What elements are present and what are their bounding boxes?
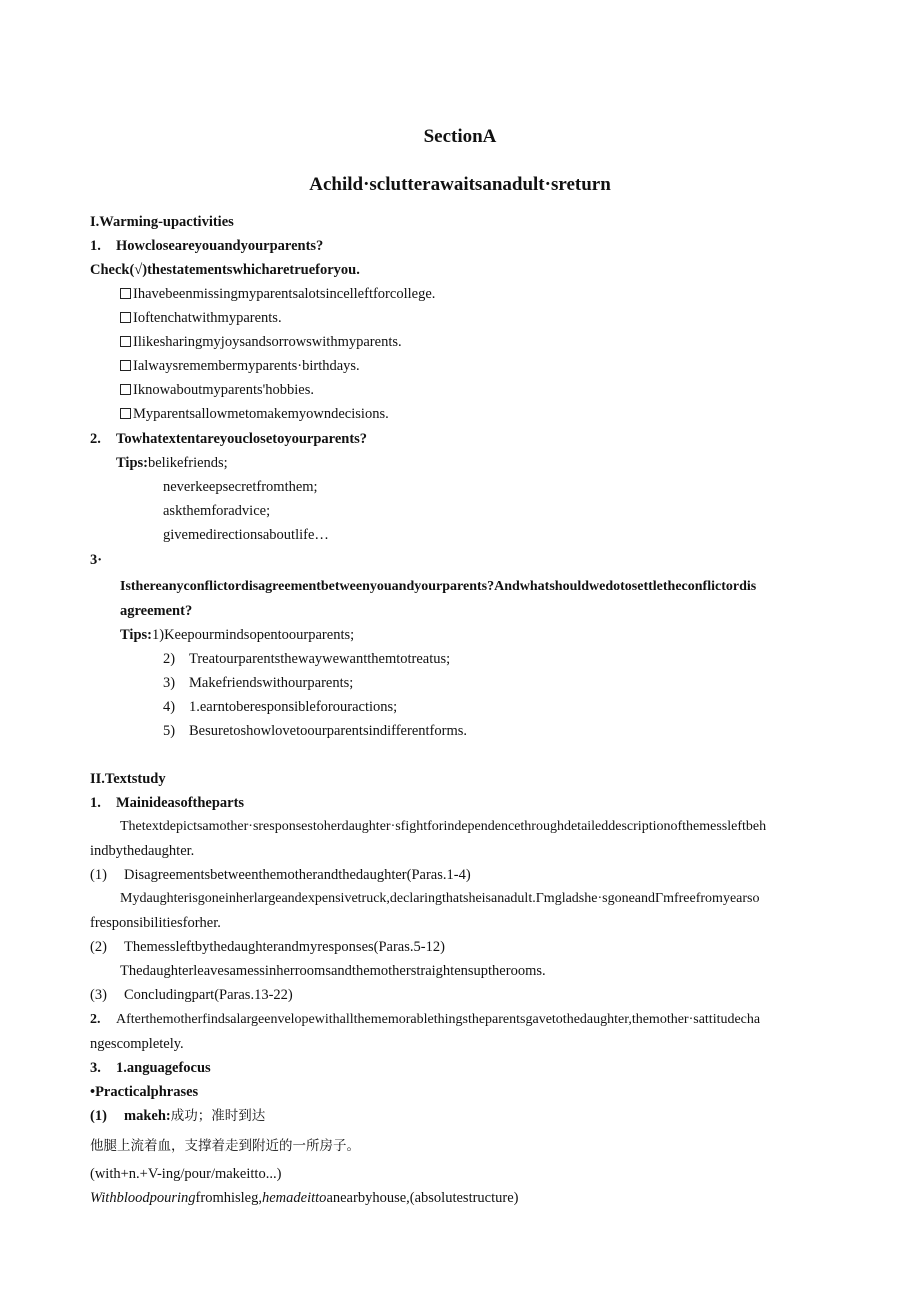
checkbox-icon[interactable] bbox=[120, 408, 131, 419]
statement-item bbox=[120, 309, 282, 327]
phrase-term: makeh: bbox=[124, 1108, 171, 1124]
phrase-meaning: 成功；准时到达 bbox=[170, 1108, 266, 1124]
part-1-text: Mydaughterisgoneinherlargeandexpensivetruck,declaringthatsheisanadult.Γmgladshe·sgoneandΓmfreefromyearso bbox=[120, 891, 760, 906]
tips-label: Tips: bbox=[116, 455, 148, 471]
summary-text-cont: indbythedaughter. bbox=[90, 843, 195, 859]
lesson-title: Achild·sclutterawaitsanadult·sreturn bbox=[309, 174, 611, 195]
chinese-sentence: 他腿上流着血，支撑着走到附近的一所房子。 bbox=[90, 1138, 360, 1154]
question-3-text: Isthereanyconflictordisagreementbetweenyouandyourparents?Andwhatshouldwedotosettletheconflictordis bbox=[120, 579, 757, 594]
checkbox-icon[interactable] bbox=[120, 360, 131, 371]
statement-text: Myparentsallowmetomakemyowndecisions. bbox=[133, 406, 389, 422]
part-title: Themessleftbythedaughterandmyresponses(Paras.5-12) bbox=[124, 939, 445, 955]
phrase-number: (1) bbox=[90, 1108, 107, 1124]
statement-text: Iknowaboutmyparents'hobbies. bbox=[133, 382, 315, 398]
item-text: 1.anguagefocus bbox=[116, 1060, 211, 1076]
tip-text: Keepourmindsopentoourparents; bbox=[164, 627, 355, 643]
tip-item bbox=[163, 698, 397, 716]
example-text: fromhisleg, bbox=[195, 1190, 262, 1206]
tips-line bbox=[120, 626, 354, 644]
part-title: Disagreementsbetweenthemotherandthedaughter(Paras.1-4) bbox=[124, 867, 471, 883]
question-3-text-cont: agreement? bbox=[120, 603, 193, 619]
tip-item bbox=[163, 674, 353, 692]
question-2 bbox=[90, 430, 367, 448]
question-3-number: 3· bbox=[90, 552, 103, 568]
statement-text: Ihavebeenmissingmyparentsalotsincelleftforcollege. bbox=[133, 286, 436, 302]
tips-label: Tips: bbox=[120, 627, 152, 643]
question-number: 1. bbox=[90, 238, 101, 254]
tip-text: neverkeepsecretfromthem; bbox=[163, 479, 318, 495]
tip-number: 4) bbox=[163, 699, 176, 715]
checkbox-icon[interactable] bbox=[120, 336, 131, 347]
tip-text: Besuretoshowlovetoourparentsindifferentforms. bbox=[189, 723, 467, 739]
study-item-2 bbox=[90, 1011, 760, 1029]
item-text: Mainideasoftheparts bbox=[116, 795, 245, 811]
question-1 bbox=[90, 237, 323, 255]
grammar-pattern: (with+n.+V-ing/pour/makeitto...) bbox=[90, 1166, 282, 1182]
example-italic: Withbloodpouring bbox=[90, 1190, 196, 1206]
example-sentence bbox=[90, 1189, 519, 1207]
item-number: 1. bbox=[90, 795, 101, 811]
statement-text: Ioftenchatwithmyparents. bbox=[133, 310, 282, 326]
example-text: anearbyhouse,(absolutestructure) bbox=[326, 1190, 519, 1206]
tip-number: 1) bbox=[151, 627, 165, 643]
study-item-1 bbox=[90, 794, 244, 812]
study-item-2-cont: ngescompletely. bbox=[90, 1036, 184, 1052]
part-1 bbox=[90, 866, 471, 884]
warming-heading: I.Warming-upactivities bbox=[90, 214, 234, 230]
section-title: SectionA bbox=[423, 126, 497, 147]
part-2 bbox=[90, 938, 445, 956]
question-text: Towhatextentareyouclosetoyourparents? bbox=[116, 431, 368, 447]
checkbox-icon[interactable] bbox=[120, 384, 131, 395]
item-number: 2. bbox=[90, 1012, 101, 1027]
tip-number: 3) bbox=[163, 675, 176, 691]
tip-text: askthemforadvice; bbox=[163, 503, 271, 519]
statement-text: Ilikesharingmyjoysandsorrowswithmyparents. bbox=[133, 334, 402, 350]
item-text: Afterthemotherfindsalargeenvelopewithallthememorablethingstheparentsgavetothedaughter,themother·sattitudecha bbox=[116, 1012, 761, 1027]
statement-item bbox=[120, 381, 314, 399]
summary-text: Thetextdepictsamother·sresponsestoherdaughter·sfightforindependencethroughdetaileddescriptionofthemessleftbeh bbox=[120, 819, 767, 834]
checkbox-icon[interactable] bbox=[120, 312, 131, 323]
check-instruction: Check(√)thestatementswhicharetrueforyou. bbox=[90, 262, 360, 278]
question-text: Howcloseareyouandyourparents? bbox=[116, 238, 324, 254]
statement-item bbox=[120, 357, 360, 375]
tip-item bbox=[163, 650, 450, 668]
item-number: 3. bbox=[90, 1060, 101, 1076]
part-number: (1) bbox=[90, 867, 107, 883]
tip-number: 2) bbox=[163, 651, 176, 667]
example-italic: hemadeitto bbox=[262, 1190, 327, 1206]
checkbox-icon[interactable] bbox=[120, 288, 131, 299]
part-2-text: Thedaughterleavesamessinherroomsandthemotherstraightensuptherooms. bbox=[120, 963, 546, 979]
tip-text: givemedirectionsaboutlife… bbox=[163, 527, 329, 543]
part-number: (2) bbox=[90, 939, 107, 955]
statement-text: Ialwaysremembermyparents·birthdays. bbox=[133, 358, 360, 374]
statement-item bbox=[120, 333, 402, 351]
question-number: 2. bbox=[90, 431, 101, 447]
part-title: Concludingpart(Paras.13-22) bbox=[124, 987, 293, 1003]
tip-text: Makefriendswithourparents; bbox=[189, 675, 354, 691]
tip-text: Treatourparentsthewaywewantthemtotreatus; bbox=[189, 651, 451, 667]
phrase-1 bbox=[90, 1107, 265, 1125]
tip-text: 1.earntoberesponsibleforouractions; bbox=[189, 699, 398, 715]
practical-phrases-heading: •Practicalphrases bbox=[90, 1084, 199, 1100]
study-item-3 bbox=[90, 1059, 211, 1077]
part-3 bbox=[90, 986, 293, 1004]
tip-text: belikefriends; bbox=[147, 455, 228, 471]
statement-item bbox=[120, 285, 435, 303]
part-1-text-cont: fresponsibilitiesforher. bbox=[90, 915, 221, 931]
tip-number: 5) bbox=[163, 723, 176, 739]
text-study-heading: II.Textstudy bbox=[90, 771, 166, 787]
tip-item bbox=[163, 722, 467, 740]
tips-line bbox=[116, 454, 228, 472]
part-number: (3) bbox=[90, 987, 107, 1003]
statement-item bbox=[120, 405, 389, 423]
